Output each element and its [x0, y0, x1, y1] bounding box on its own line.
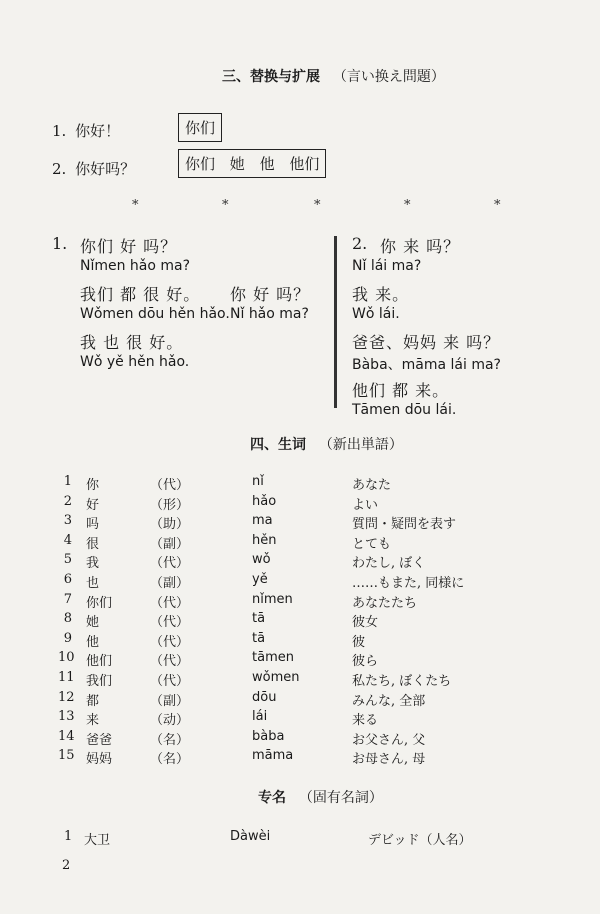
vocab-part-of-speech: （副） — [150, 536, 190, 552]
vocab-pinyin: wǒmen — [252, 670, 300, 685]
separator-star: * — [314, 198, 321, 213]
proper-name-pinyin: Dàwèi — [230, 829, 271, 844]
vocab-hanzi: 他们 — [86, 654, 113, 670]
section4-title-ja: （新出単語） — [318, 437, 403, 453]
drill-1-options-box — [178, 113, 222, 142]
vocab-meaning: みんな, 全部 — [352, 693, 426, 709]
vocab-pinyin: nǐmen — [252, 591, 293, 607]
separator-star: * — [132, 198, 139, 213]
dialog-line-pinyin: Wǒmen dōu hěn hǎo. — [80, 306, 230, 322]
vocab-hanzi: 我们 — [86, 674, 113, 689]
proper-name-meaning: デビッド（人名） — [368, 833, 472, 848]
section4-title-zh: 四、生词 — [250, 437, 306, 453]
vocab-number: 4 — [63, 532, 72, 548]
dialog-line-hanzi: 我 也 很 好。 — [80, 333, 184, 352]
vocab-number: 3 — [63, 513, 72, 529]
drill-2 — [52, 158, 135, 179]
vocab-hanzi: 好 — [86, 497, 100, 513]
vocab-number: 13 — [58, 709, 75, 725]
vocab-meaning: 来る — [352, 713, 379, 729]
proper-names-title-ja: （固有名詞） — [298, 790, 383, 806]
section3-title — [222, 66, 445, 86]
vocab-number: 8 — [63, 611, 72, 627]
dialog-line-pinyin: Nǐ lái ma? — [352, 258, 422, 274]
vocab-number: 12 — [58, 689, 75, 705]
vocab-number: 15 — [58, 748, 75, 764]
vocab-pinyin: bàba — [252, 728, 285, 744]
vocab-part-of-speech: （名） — [150, 752, 190, 768]
vocab-meaning: 私たち, ぼくたち — [352, 674, 452, 689]
vocab-pinyin: nǐ — [252, 474, 264, 489]
dialog-line-hanzi: 我们 都 很 好。 — [80, 285, 201, 304]
dialog-line-pinyin: Wǒ lái. — [352, 306, 400, 322]
dialog-line-pinyin: Bàba、māma lái ma? — [352, 357, 501, 373]
dialog-line-hanzi: 爸爸、妈妈 来 吗？ — [352, 333, 501, 352]
dialog-line-hanzi: 我 来。 — [352, 285, 410, 304]
separator-star: * — [404, 198, 411, 213]
dialog-right-number: 2. — [352, 234, 368, 253]
vocab-number: 11 — [58, 670, 75, 685]
vocab-number: 2 — [63, 493, 72, 509]
proper-names-title-zh: 专名 — [258, 790, 286, 806]
drill-option: 他 — [259, 155, 275, 173]
vocab-part-of-speech: （代） — [150, 654, 190, 670]
vocab-part-of-speech: （副） — [150, 576, 190, 591]
vocab-pinyin: tā — [252, 630, 266, 646]
vocab-part-of-speech: （动） — [150, 713, 190, 729]
dialog-left-number: 1. — [52, 234, 68, 253]
vocab-part-of-speech: （代） — [150, 615, 190, 631]
vocab-number: 6 — [63, 572, 72, 587]
vocab-pinyin: hǎo — [252, 493, 277, 509]
vocab-hanzi: 你们 — [86, 595, 113, 611]
vocab-hanzi: 她 — [86, 615, 100, 631]
vocab-meaning: よい — [352, 497, 379, 513]
vocab-part-of-speech: （代） — [150, 556, 190, 572]
vocab-meaning: ……もまた, 同様に — [352, 576, 465, 591]
vocab-hanzi: 妈妈 — [86, 752, 113, 768]
vocab-part-of-speech: （助） — [150, 517, 190, 533]
vocab-part-of-speech: （名） — [150, 732, 190, 748]
vocab-part-of-speech: （代） — [150, 595, 190, 611]
vocab-meaning: とても — [352, 536, 392, 552]
dialog-line-pinyin: Tāmen dōu lái. — [352, 402, 457, 418]
drill-number: 1. — [52, 122, 67, 140]
vocab-meaning: あなたたち — [352, 595, 418, 611]
separator-star: * — [494, 198, 501, 213]
vocab-part-of-speech: （形） — [150, 497, 190, 513]
vocab-meaning: お父さん, 父 — [352, 732, 426, 748]
vocab-number: 10 — [58, 650, 75, 666]
separator-star: * — [222, 198, 229, 213]
dialog-line-pinyin: Wǒ yě hěn hǎo. — [80, 354, 190, 370]
drill-option: 她 — [229, 155, 245, 173]
dialog-line-hanzi: 你们 好 吗？ — [80, 237, 178, 256]
page-number: 2 — [62, 858, 71, 873]
vocab-part-of-speech: （代） — [150, 634, 190, 650]
vocab-pinyin: tā — [252, 611, 266, 627]
dialog-line-hanzi: 你 好 吗？ — [230, 285, 311, 304]
proper-name-hanzi: 大卫 — [84, 833, 111, 848]
drill-option: 你们 — [185, 155, 216, 173]
vocab-number: 7 — [63, 591, 72, 607]
vocab-meaning: 彼ら — [352, 654, 379, 670]
vocab-pinyin: hěn — [252, 532, 277, 548]
vocab-part-of-speech: （副） — [150, 693, 190, 709]
vocab-pinyin: yě — [252, 572, 268, 587]
vocab-hanzi: 都 — [86, 693, 100, 709]
proper-name-number: 1 — [64, 829, 73, 844]
vocab-part-of-speech: （代） — [150, 478, 190, 493]
dialog-line-pinyin: Nǐ hǎo ma? — [230, 306, 309, 322]
vocab-pinyin: lái — [252, 709, 268, 725]
drill-prompt: 你好吗？ — [75, 160, 136, 178]
vocab-pinyin: dōu — [252, 689, 277, 705]
drill-option: 你们 — [185, 119, 216, 137]
vocab-hanzi: 吗 — [86, 517, 100, 533]
vocab-hanzi: 来 — [86, 713, 100, 729]
drill-prompt: 你好！ — [75, 122, 121, 140]
vocab-hanzi: 他 — [86, 634, 100, 650]
vocab-hanzi: 也 — [86, 576, 100, 591]
vocab-meaning: 彼女 — [352, 615, 379, 631]
vocab-number: 9 — [63, 630, 72, 646]
section3-title-ja: （言い换え問題） — [332, 69, 445, 85]
vocab-number: 1 — [63, 474, 72, 489]
section3-title-zh: 三、替换与扩展 — [222, 69, 320, 85]
drill-number: 2. — [52, 160, 67, 178]
dialog-line-pinyin: Nǐmen hǎo ma? — [80, 258, 191, 274]
vocab-meaning: 彼 — [352, 634, 366, 650]
vocab-meaning: あなた — [352, 478, 392, 493]
vocab-meaning: 質問・疑問を表す — [352, 517, 457, 533]
vocab-meaning: お母さん, 母 — [352, 752, 426, 768]
vocab-meaning: わたし, ぼく — [352, 556, 426, 572]
dialog-line-hanzi: 你 来 吗？ — [380, 237, 461, 256]
proper-names-title — [258, 787, 383, 807]
vocab-hanzi: 爸爸 — [86, 732, 113, 748]
drill-2-options-box — [178, 149, 326, 178]
drill-option: 他们 — [289, 155, 320, 173]
drill-1 — [52, 120, 120, 141]
dialog-divider — [334, 236, 337, 408]
vocab-part-of-speech: （代） — [150, 674, 190, 689]
vocab-pinyin: māma — [252, 748, 294, 764]
vocab-hanzi: 很 — [86, 536, 100, 552]
vocab-pinyin: tāmen — [252, 650, 294, 666]
dialog-line-hanzi: 他们 都 来。 — [352, 381, 450, 400]
vocab-number: 5 — [63, 552, 72, 568]
vocab-pinyin: ma — [252, 513, 273, 529]
vocab-hanzi: 我 — [86, 556, 100, 572]
vocab-number: 14 — [58, 728, 75, 744]
vocab-hanzi: 你 — [86, 478, 100, 493]
vocab-pinyin: wǒ — [252, 552, 271, 568]
section4-title — [250, 434, 403, 454]
